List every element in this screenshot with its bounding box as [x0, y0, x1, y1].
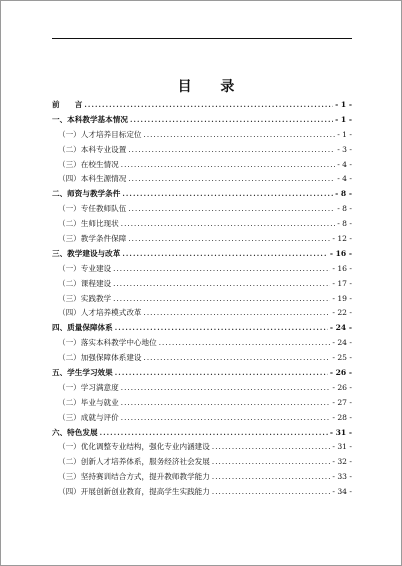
- toc-entry-label: （四）开展创新创业教育，提高学生实践能力: [58, 487, 210, 497]
- toc-leader-dots: [159, 336, 331, 351]
- toc-leader-dots: [113, 262, 330, 277]
- toc-entry-page: - 1 -: [337, 129, 352, 139]
- toc-entry-label: （二）本科专业设置: [58, 144, 127, 154]
- toc-leader-dots: [122, 247, 327, 262]
- toc-entry[interactable]: [52, 351, 352, 366]
- toc-entry-page: - 25 -: [332, 353, 352, 363]
- toc-leader-dots: [144, 306, 331, 321]
- toc-entry[interactable]: [52, 187, 352, 202]
- toc-entry[interactable]: [52, 455, 352, 470]
- toc-entry[interactable]: [52, 247, 352, 262]
- toc-title: 目 录: [177, 79, 247, 95]
- toc-leader-dots: [121, 411, 331, 426]
- toc-entry-page: - 28 -: [332, 412, 352, 422]
- toc-entry-page: - 8 -: [337, 204, 352, 214]
- toc-entry-page: - 16 -: [329, 248, 352, 258]
- toc-leader-dots: [121, 396, 331, 411]
- toc-entry-label: （二）生师比现状: [58, 219, 119, 229]
- toc-entry[interactable]: [52, 381, 352, 396]
- toc-leader-dots: [212, 455, 331, 470]
- toc-entry-label: （一）人才培养目标定位: [58, 129, 142, 139]
- toc-entry-page: - 34 -: [332, 487, 352, 497]
- toc-leader-dots: [100, 426, 328, 441]
- toc-entry-page: - 26 -: [329, 368, 352, 378]
- toc-entry-label: 二、师资与教学条件: [52, 189, 121, 199]
- toc-entry-label: （四）本科生源情况: [58, 174, 127, 184]
- toc-entry-label: （一）落实本科教学中心地位: [58, 338, 157, 348]
- toc-entry-page: - 8 -: [335, 189, 352, 199]
- toc-leader-dots: [128, 143, 335, 158]
- toc-entry[interactable]: [52, 336, 352, 351]
- toc-entry-label: （三）在校生情况: [58, 159, 119, 169]
- toc-entry[interactable]: [52, 113, 352, 128]
- toc-entry-page: - 24 -: [332, 338, 352, 348]
- toc-entry-label: 一、本科教学基本情况: [52, 114, 128, 124]
- toc-leader-dots: [113, 292, 330, 307]
- toc-entry-page: - 17 -: [332, 278, 352, 288]
- toc-entry[interactable]: [52, 277, 352, 292]
- toc-entry-page: - 4 -: [337, 159, 352, 169]
- toc-entry[interactable]: [52, 143, 352, 158]
- toc-leader-dots: [212, 470, 331, 485]
- toc-entry-page: - 31 -: [332, 442, 352, 452]
- toc-entry[interactable]: [52, 98, 352, 113]
- toc-list: [52, 98, 352, 500]
- header-rule: [52, 38, 352, 39]
- toc-entry[interactable]: [52, 440, 352, 455]
- toc-entry-label: （四）人才培养模式改革: [58, 308, 142, 318]
- toc-entry-label: （一）专任教师队伍: [58, 204, 127, 214]
- toc-entry[interactable]: [52, 158, 352, 173]
- toc-leader-dots: [121, 381, 331, 396]
- toc-entry[interactable]: [52, 321, 352, 336]
- toc-entry-page: - 32 -: [332, 457, 352, 467]
- toc-entry-label: 六、特色发展: [52, 427, 98, 437]
- toc-entry-label: 三、教学建设与改革: [52, 248, 121, 258]
- toc-entry-page: - 33 -: [332, 472, 352, 482]
- toc-entry-page: - 3 -: [337, 144, 352, 154]
- toc-entry-label: （一）优化调整专业结构，强化专业内涵建设: [58, 442, 210, 452]
- toc-leader-dots: [212, 440, 331, 455]
- toc-leader-dots: [121, 217, 335, 232]
- toc-leader-dots: [128, 232, 330, 247]
- toc-leader-dots: [128, 172, 335, 187]
- toc-entry-label: （二）加强保障体系建设: [58, 353, 142, 363]
- toc-leader-dots: [122, 187, 333, 202]
- toc-leader-dots: [130, 113, 333, 128]
- toc-entry[interactable]: [52, 292, 352, 307]
- toc-entry-page: - 27 -: [332, 397, 352, 407]
- toc-entry[interactable]: [52, 172, 352, 187]
- toc-entry-page: - 24 -: [329, 323, 352, 333]
- toc-entry-label: 五、学生学习效果: [52, 368, 113, 378]
- toc-leader-dots: [144, 351, 331, 366]
- toc-entry-label: （一）学习满意度: [58, 382, 119, 392]
- toc-entry[interactable]: [52, 426, 352, 441]
- toc-entry-page: - 12 -: [332, 234, 352, 244]
- toc-entry-label: （三）教学条件保障: [58, 234, 127, 244]
- toc-entry-page: - 8 -: [337, 219, 352, 229]
- toc-entry-page: - 4 -: [337, 174, 352, 184]
- toc-entry[interactable]: [52, 470, 352, 485]
- toc-entry-page: - 22 -: [332, 308, 352, 318]
- toc-entry-page: - 1 -: [335, 100, 352, 109]
- toc-entry[interactable]: [52, 262, 352, 277]
- toc-entry[interactable]: [52, 366, 352, 381]
- toc-entry[interactable]: [52, 411, 352, 426]
- toc-leader-dots: [128, 202, 335, 217]
- toc-entry-label: （三）实践教学: [58, 293, 112, 303]
- toc-entry[interactable]: [52, 232, 352, 247]
- toc-entry-page: - 26 -: [332, 382, 352, 392]
- toc-entry[interactable]: [52, 128, 352, 143]
- toc-entry-label: 四、质量保障体系: [52, 323, 113, 333]
- toc-entry[interactable]: [52, 217, 352, 232]
- toc-entry-label: 前 言: [52, 100, 83, 109]
- toc-entry-page: - 16 -: [332, 263, 352, 273]
- toc-entry-page: - 31 -: [329, 427, 352, 437]
- toc-leader-dots: [144, 128, 336, 143]
- toc-leader-dots: [115, 321, 328, 336]
- toc-leader-dots: [115, 366, 328, 381]
- toc-entry-page: - 19 -: [332, 293, 352, 303]
- toc-entry-label: （二）创新人才培养体系，服务经济社会发展: [58, 457, 210, 467]
- toc-entry-page: - 1 -: [335, 114, 352, 124]
- toc-entry-label: （三）坚持赛训结合方式，提升教师教学能力: [58, 472, 210, 482]
- toc-entry[interactable]: [52, 485, 352, 500]
- toc-entry[interactable]: [52, 202, 352, 217]
- toc-leader-dots: [84, 98, 333, 113]
- toc-entry-label: （二）课程建设: [58, 278, 112, 288]
- toc-leader-dots: [121, 158, 335, 173]
- toc-entry-label: （二）毕业与就业: [58, 397, 119, 407]
- toc-entry[interactable]: [52, 396, 352, 411]
- toc-entry-label: （三）成就与评价: [58, 412, 119, 422]
- toc-entry[interactable]: [52, 306, 352, 321]
- toc-leader-dots: [212, 485, 331, 500]
- toc-entry-label: （一）专业建设: [58, 263, 112, 273]
- toc-leader-dots: [113, 277, 330, 292]
